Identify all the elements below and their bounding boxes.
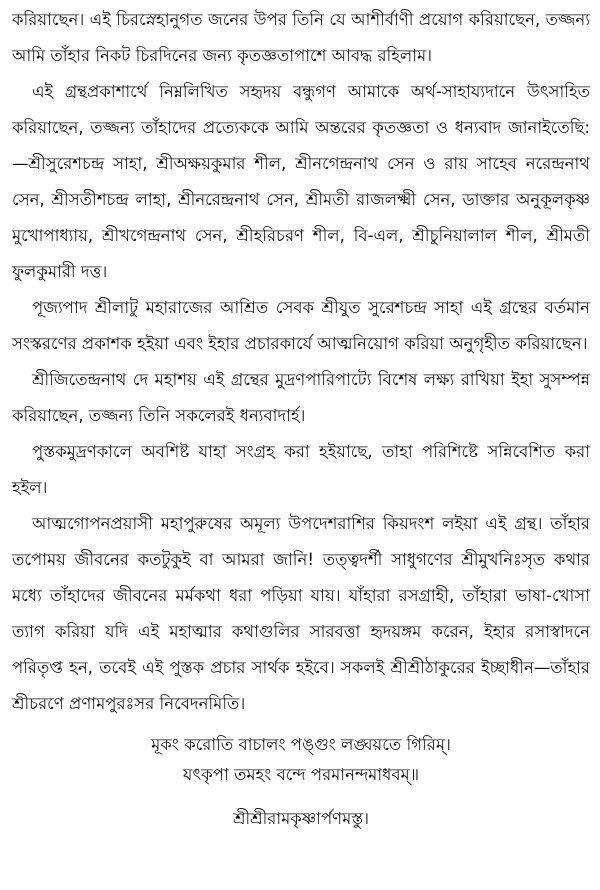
sanskrit-verse-line-2: যৎকৃপা তমহং বন্দে পরমানন্দমাধবম্॥ — [182, 765, 420, 784]
closing-invocation: শ্রীশ্রীরামকৃষ্ণার্পণমস্তু। — [232, 809, 370, 828]
paragraph-printer-thanks: শ্রীজিতেন্দ্রনাথ দে মহাশয় এই গ্রন্থের মুদ্রণপারিপাট্যে বিশেষ লক্ষ্য রাখিয়া ইহা সুসম্পন্ন করিয়াছেন, তজ্জন্য তিনি সকলেরই ধন্যবাদার্হ। — [12, 370, 590, 425]
paragraph-donor-thanks: এই গ্রন্থপ্রকাশার্থে নিম্নলিখিত সহৃদয় বন্ধুগণ আমাকে অর্থ-সাহায্যদানে উৎসাহিত করিয়াছেন, তজ্জন্য তাঁহাদের প্রত্যেককে আমি অন্তরের কৃতজ্ঞতা ও ধন্যবাদ জানাইতেছি:—শ্রীসুরেশচন্দ্র সাহা, শ্রীঅক্ষয়কুমার শীল, শ্রীনগেন্দ্রনাথ সেন ও রায় সাহেব নরেন্দ্রনাথ সেন, শ্রীসতীশচন্দ্র লাহা, শ্রীনরেন্দ্রনাথ সেন, শ্রীমতী রাজলক্ষ্মী সেন, ডাক্তার অনুকূলকৃষ্ণ মুখোপাধ্যায়, শ্রীখগেন্দ্রনাথ সেন, শ্রীহরিচরণ শীল, বি-এল, শ্রীচুনিয়ালাল শীল, শ্রীমতী ফুলকুমারী দত্ত। — [12, 82, 590, 281]
paragraph-blessing-continued: করিয়াছেন। এই চিরস্নেহানুগত জনের উপর তিনি যে আশীর্বাণী প্রয়োগ করিয়াছেন, তজ্জন্য আমি তাঁহার নিকট চিরদিনের জন্য কৃতজ্ঞতাপাশে আবদ্ধ রহিলাম। — [12, 10, 590, 65]
sanskrit-verse-line-1: মূকং করোতি বাচালং পঙ্গুং লঙ্ঘয়তে গিরিম্। — [151, 735, 451, 754]
paragraph-publisher-thanks: পূজ্যপাদ শ্রীলাটু মহারাজের আশ্রিত সেবক শ্রীযুত সুরেশচন্দ্র সাহা এই গ্রন্থের বর্তমান সংস্করণের প্রকাশক হইয়া এবং ইহার প্রচারকার্যে আত্মনিয়োগ করিয়া অনুগৃহীত করিয়াছেন। — [12, 298, 590, 353]
paragraph-appendix-note: পুস্তকমুদ্রণকালে অবশিষ্ট যাহা সংগ্রহ করা হইয়াছে, তাহা পরিশিষ্টে সন্নিবেশিত করা হইল। — [12, 442, 590, 497]
paragraph-closing-dedication: আত্মগোপনপ্রয়াসী মহাপুরুষের অমূল্য উপদেশরাশির কিয়দংশ লইয়া এই গ্রন্থ। তাঁহার তপোময় জীবনের কতটুকুই বা আমরা জানি! তত্ত্বদর্শী সাধুগণের শ্রীমুখনিঃসৃত কথার মধ্যে তাঁহাদের জীবনের মর্মকথা ধরা পড়িয়া যায়। যাঁহারা রসগ্রাহী, তাঁহারা ভাষা-খোসা ত্যাগ করিয়া যদি এই মহাত্মার কথাগুলির সারবত্তা হৃদয়ঙ্গম করেন, ইহার রসাস্বাদনে পরিতৃপ্ত হন, তবেই এই পুস্তক প্রচার সার্থক হইবে। সকলই শ্রীশ্রীঠাকুরের ইচ্ছাধীন—তাঁহার শ্রীচরণে প্রণামপুরঃসর নিবেদনমিতি। — [12, 514, 590, 713]
